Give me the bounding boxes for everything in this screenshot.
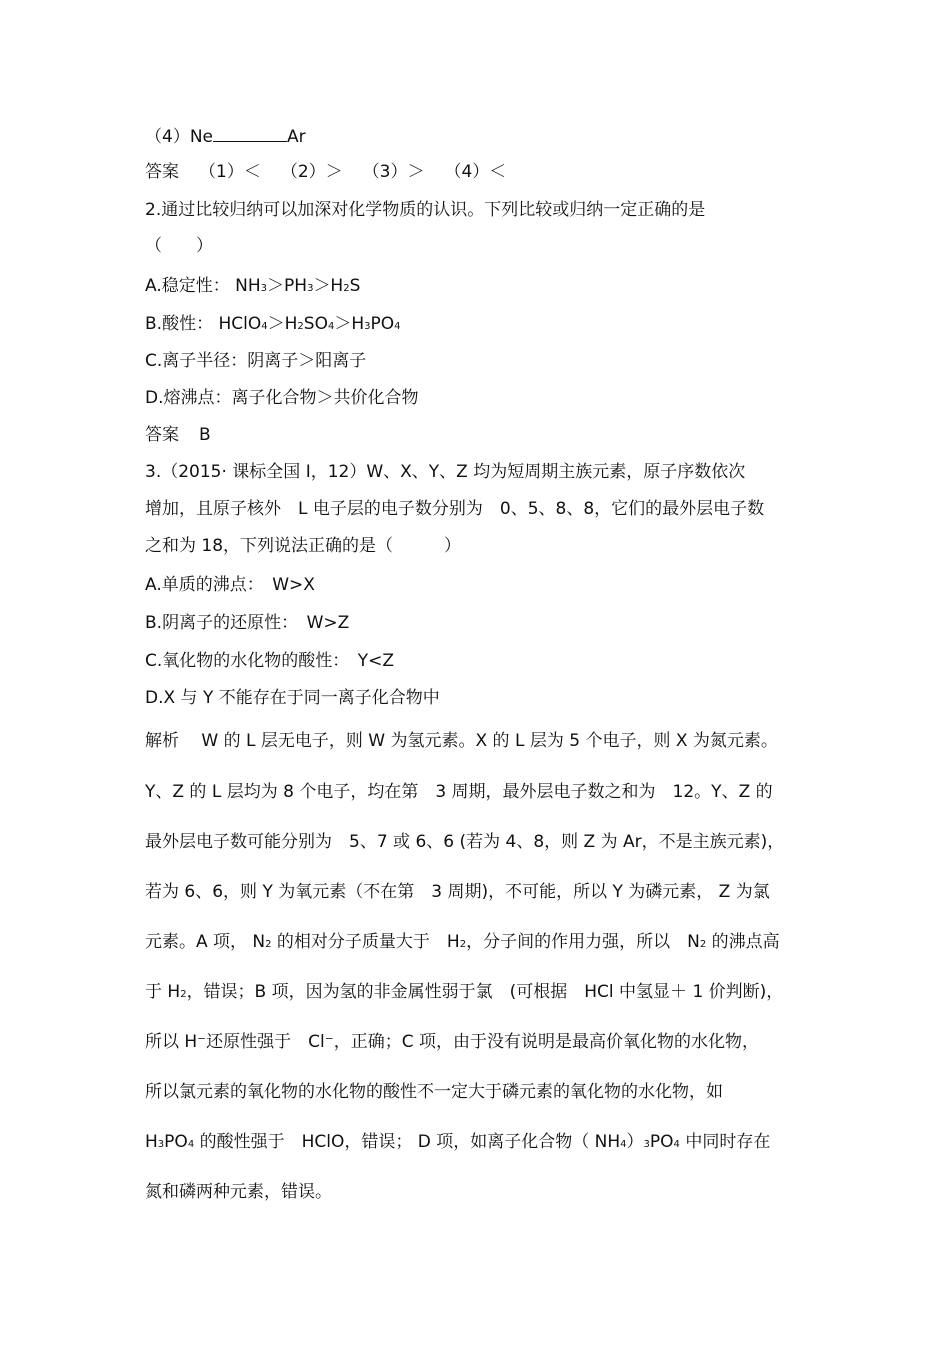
text-run: PO	[370, 314, 395, 334]
subscript: 3	[307, 283, 314, 294]
text-line	[145, 612, 349, 634]
text-line	[145, 387, 419, 409]
text-run: 所以 H⁻还原性强于 Cl⁻，正确；C 项，由于没有说明是最高价氧化物的水化物，	[145, 1032, 759, 1052]
subscript: 3	[157, 1139, 165, 1150]
text-run: （2）＞	[280, 162, 343, 182]
text-run: S	[349, 276, 361, 296]
text-line	[145, 730, 778, 752]
text-line	[145, 981, 783, 1006]
subscript: 3	[260, 283, 268, 294]
text-run: ＞H	[313, 276, 344, 296]
text-run: B.阴离子的还原性： W>Z	[145, 613, 350, 633]
subscript: 4	[187, 1139, 195, 1150]
text-run: 最外层电子数可能分别为 5、7 或 6、6 (若为 4、8，则 Z 为 Ar，不是主族元素)，	[145, 832, 785, 852]
text-line	[145, 350, 366, 372]
text-line	[145, 1031, 759, 1053]
subscript: 4	[261, 321, 268, 332]
text-line	[145, 1181, 332, 1203]
text-run: A.稳定性： NH	[145, 276, 261, 296]
answer-blank	[213, 125, 287, 142]
text-run: 氮和磷两种元素，错误。	[145, 1182, 332, 1202]
text-line	[145, 881, 770, 903]
text-line	[145, 125, 306, 148]
text-line	[145, 931, 780, 956]
text-run: 若为 6、6，则 Y 为氧元素（不在第 3 周期)，不可能，所以 Y 为磷元素， Z 为氯	[145, 882, 770, 902]
subscript: 4	[673, 1139, 680, 1150]
text-line	[145, 161, 506, 183]
text-line	[145, 1131, 770, 1156]
text-run: 答案	[145, 425, 179, 445]
text-run: B.酸性： HClO	[145, 314, 262, 334]
text-run: （ ）	[145, 236, 213, 256]
text-run: 答案	[145, 162, 179, 182]
text-run: C.氧化物的水化物的酸性： Y<Z	[145, 651, 395, 671]
text-run: （4）＜	[444, 162, 507, 182]
subscript: 4	[394, 321, 401, 332]
text-run: （3）＞	[362, 162, 425, 182]
text-run: 之和为 18，下列说法正确的是（ ）	[145, 536, 462, 556]
text-run: 所以氯元素的氧化物的水化物的酸性不一定大于磷元素的氧化物的水化物，如	[145, 1082, 723, 1102]
text-run: D.X 与 Y 不能存在于同一离子化合物中	[145, 688, 440, 708]
subscript: 2	[297, 321, 304, 332]
text-run: D.熔沸点：离子化合物＞共价化合物	[145, 388, 419, 408]
subscript: 2	[343, 283, 350, 294]
text-line	[145, 313, 401, 338]
subscript: 2	[180, 989, 187, 1000]
text-run: Y、Z 的 L 层均为 8 个电子，均在第 3 周期，最外层电子数之和为 12。Y、Z 的	[145, 782, 773, 802]
text-run: 的沸点高	[706, 932, 780, 952]
text-line	[145, 199, 705, 221]
text-run: C.离子半径：阴离子＞阳离子	[145, 351, 367, 371]
text-run: 元素。A 项， N	[145, 932, 266, 952]
text-run: SO	[303, 314, 328, 334]
text-run: ＞H	[267, 314, 298, 334]
text-run: ）	[626, 1132, 644, 1152]
text-line	[145, 461, 745, 483]
text-run: PO	[649, 1132, 674, 1152]
text-line	[145, 498, 764, 520]
subscript: 3	[643, 1139, 650, 1150]
subscript: 2	[265, 939, 272, 950]
text-run: ，分子间的作用力强，所以 N	[466, 932, 700, 952]
text-run: 中同时存在	[679, 1132, 771, 1152]
text-line	[145, 781, 773, 803]
text-run: 增加，且原子核外 L 电子层的电子数分别为 0、5、8、8，它们的最外层电子数	[145, 499, 765, 519]
text-run: 于 H	[145, 982, 181, 1002]
text-run: H	[145, 1132, 158, 1152]
text-line	[145, 574, 315, 596]
text-run: 2.通过比较归纳可以加深对化学物质的认识。下列比较或归纳一定正确的是	[145, 200, 706, 220]
text-line	[145, 831, 784, 853]
text-run: （1）＜	[199, 162, 261, 182]
text-line	[145, 650, 394, 672]
text-line	[145, 535, 461, 557]
text-line	[145, 1081, 723, 1103]
text-run: 解析 W 的 L 层无电子，则 W 为氢元素。X 的 L 层为 5 个电子，则 X 为氮元素。	[145, 731, 778, 751]
subscript: 2	[459, 939, 467, 950]
subscript: 3	[364, 321, 371, 332]
text-run: ＞PH	[267, 276, 308, 296]
text-run: B	[199, 425, 211, 445]
text-run: 3.（2015· 课标全国 Ⅰ，12）W、X、Y、Z 均为短周期主族元素，原子序数依次	[145, 462, 746, 482]
text-run: PO	[164, 1132, 188, 1152]
text-line	[145, 687, 440, 709]
text-line	[145, 235, 213, 257]
text-run: ＞H	[334, 314, 365, 334]
text-line	[145, 424, 211, 446]
text-run: Ar	[287, 127, 306, 147]
subscript: 4	[327, 321, 335, 332]
subscript: 2	[699, 939, 707, 950]
text-line	[145, 275, 360, 300]
text-run: ，错误；B 项，因为氢的非金属性弱于氯 (可根据 HCl 中氢显＋ 1 价判断)，	[186, 982, 784, 1002]
subscript: 4	[620, 1139, 627, 1150]
text-run: A.单质的沸点： W>X	[145, 575, 315, 595]
text-run: 的相对分子质量大于 H	[271, 932, 460, 952]
text-run: 的酸性强于 HClO，错误； D 项，如离子化合物（ NH	[194, 1132, 621, 1152]
text-run: （4）Ne	[145, 127, 213, 147]
